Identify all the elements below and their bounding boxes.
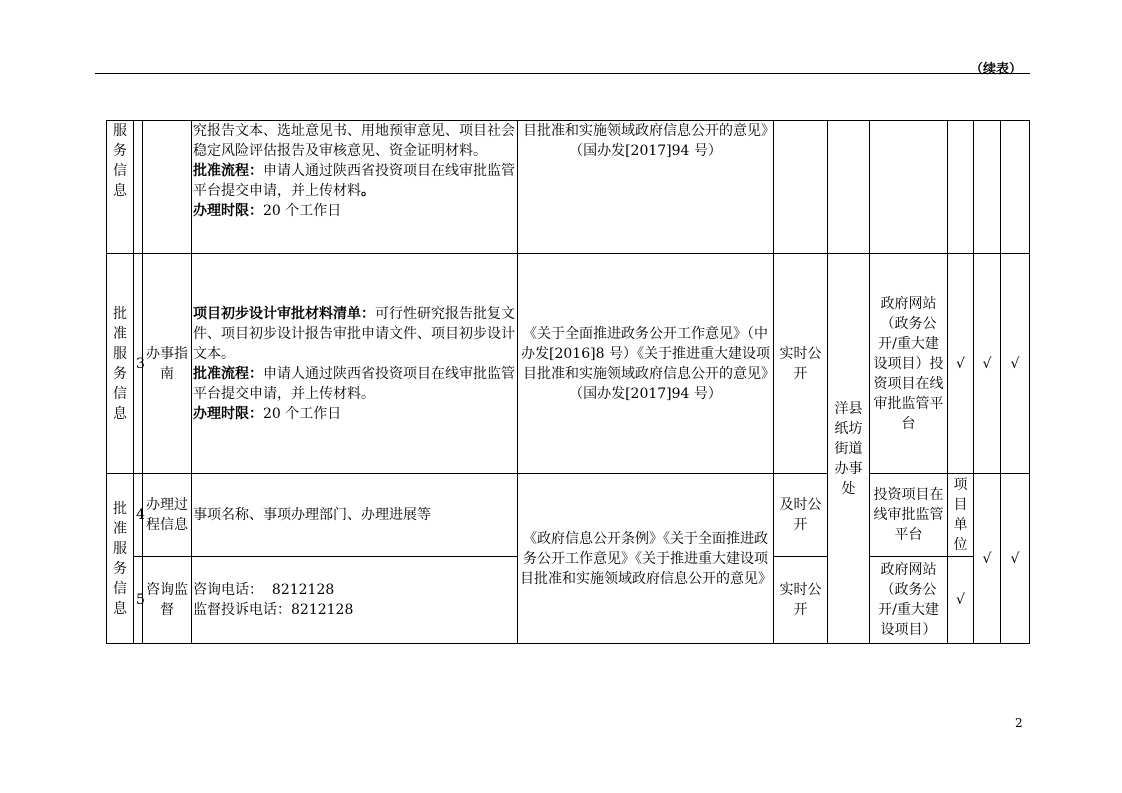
check-cell: √ <box>1001 474 1030 644</box>
table-row <box>107 474 1030 557</box>
time-text: 20 个工作日 <box>263 405 342 422</box>
continued-label: （续表） <box>969 62 1022 77</box>
check-cell: √ <box>974 474 1001 644</box>
target-cell: 项目单位 <box>948 474 974 557</box>
category-cell: 批准服务信息 <box>107 474 134 644</box>
item-cell <box>143 121 192 254</box>
basis-cell: 目批准和实施领域政府信息公开的意见》（国办发[2017]94 号） <box>518 121 774 254</box>
material-text: 可行性研究报告批复文件、项目初步设计报告审批申请文件、项目初步设计文本。 <box>193 305 515 362</box>
timing-cell <box>774 121 828 254</box>
item-cell: 办事指南 <box>143 254 192 474</box>
index-cell: 5 <box>134 557 143 644</box>
item-cell: 咨询监督 <box>143 557 192 644</box>
basis-cell: 《政府信息公开条例》《关于全面推进政务公开工作意见》《关于推进重大建设项目批准和实施领域政府信息公开的意见》 <box>518 474 774 644</box>
check-cell: √ <box>948 254 974 474</box>
time-text: 20 个工作日 <box>263 203 342 219</box>
phone-number: 8212128 <box>271 582 335 598</box>
content-cell <box>192 254 518 474</box>
subject-cell <box>828 121 870 254</box>
item-cell: 办理过程信息 <box>143 474 192 557</box>
timing-cell: 实时公开 <box>774 254 828 474</box>
check-cell: √ <box>1001 254 1030 474</box>
channel-cell: 政府网站（政务公开/重大建设项目） <box>870 557 948 644</box>
process-label: 批准流程： <box>193 163 263 179</box>
table-row <box>107 254 1030 474</box>
index-cell: 4 <box>134 474 143 557</box>
content-cell: 究报告文本、选址意见书、用地预审意见、项目社会稳定风险评估报告及审核意见、资金证明材料。 批准流程：申请人通过陕西省投资项目在线审批监管平台提交申请，并上传材料。 办理时限：20 个工作日 <box>192 121 518 254</box>
channel-cell: 投资项目在线审批监管平台 <box>870 474 948 557</box>
target-cell <box>948 121 974 254</box>
subject-cell: 洋县纸坊街道办事处 <box>828 254 870 644</box>
category-cell: 服务信息 <box>107 121 134 254</box>
process-text: 申请人通过陕西省投资项目在线审批监管平台提交申请，并上传材料 <box>193 163 515 199</box>
basis-cell: 《关于全面推进政务公开工作意见》（中办发[2016]8 号）《关于推进重大建设项目批准和实施领域政府信息公开的意见》（国办发[2017]94 号） <box>518 254 774 474</box>
category-cell: 批准服务信息 <box>107 254 134 474</box>
timing-cell: 实时公开 <box>774 557 828 644</box>
process-text: 申请人通过陕西省投资项目在线审批监管平台提交申请，并上传材料。 <box>193 365 515 402</box>
check-cell: √ <box>948 557 974 644</box>
check-cell <box>974 121 1001 254</box>
check-cell <box>1001 121 1030 254</box>
complaint-label: 监督投诉电话： <box>193 602 291 618</box>
time-label: 办理时限： <box>193 405 263 422</box>
timing-cell: 及时公开 <box>774 474 828 557</box>
page-number: 2 <box>1015 716 1023 730</box>
content-cell: 事项名称、事项办理部门、办理进展等 <box>192 474 518 557</box>
phone-label: 咨询电话： <box>193 582 263 598</box>
time-label: 办理时限： <box>193 203 263 219</box>
material-label: 项目初步设计审批材料清单： <box>193 305 375 322</box>
index-cell <box>134 121 143 254</box>
header-rule <box>95 73 1030 74</box>
table-row <box>107 121 1030 254</box>
index-cell: 3 <box>134 254 143 474</box>
channel-cell <box>870 121 948 254</box>
channel-cell: 政府网站（政务公开/重大建设项目）投资项目在线审批监管平台 <box>870 254 948 474</box>
check-cell: √ <box>974 254 1001 474</box>
disclosure-table <box>106 120 1030 644</box>
content-cell <box>192 557 518 644</box>
process-label: 批准流程： <box>193 365 263 382</box>
material-text: 究报告文本、选址意见书、用地预审意见、项目社会稳定风险评估报告及审核意见、资金证明材料。 <box>193 123 515 159</box>
complaint-number: 8212128 <box>291 602 354 618</box>
